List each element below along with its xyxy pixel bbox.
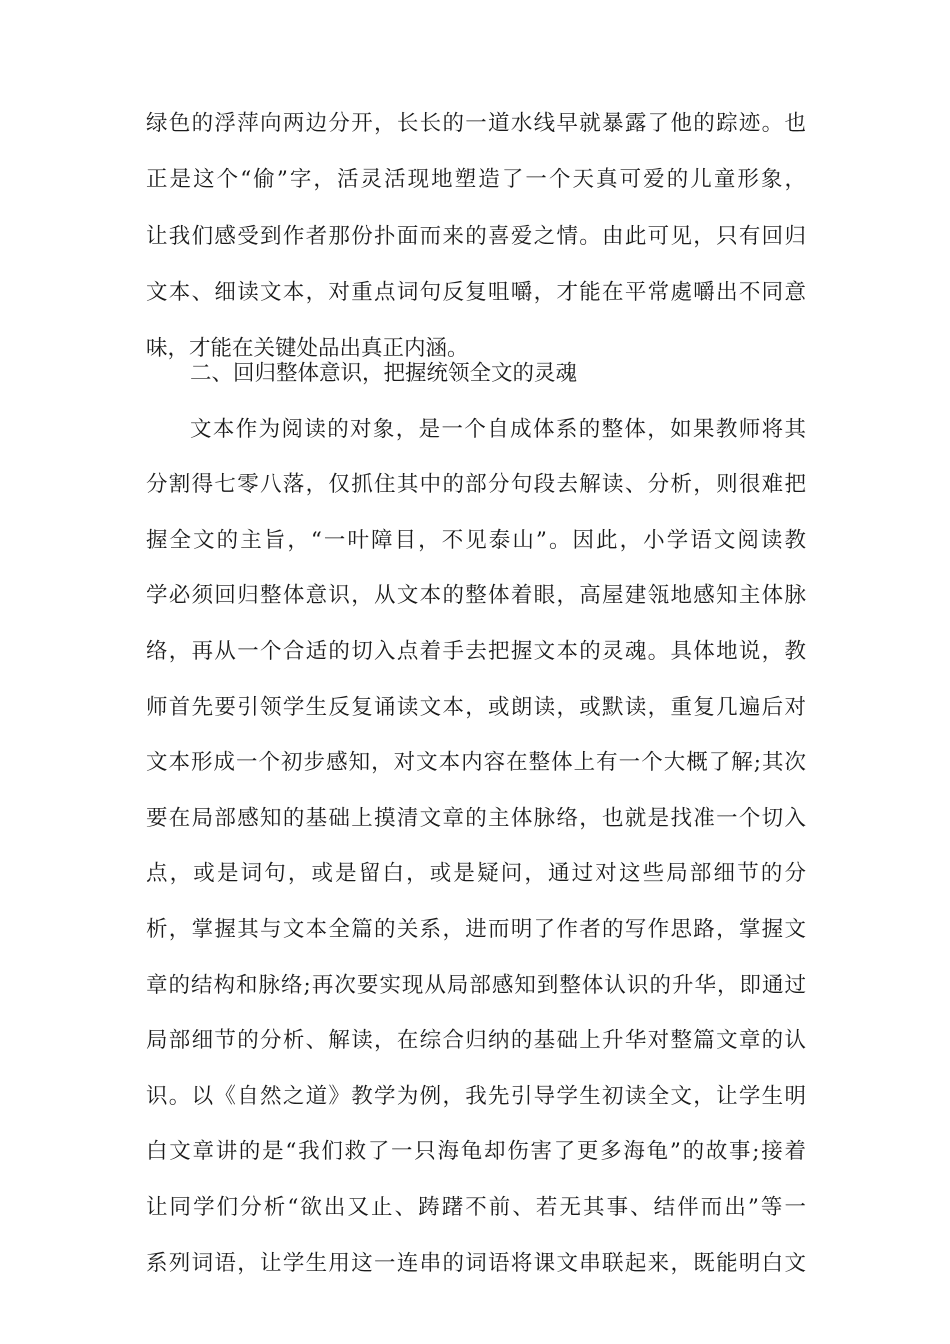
text-line: 局部细节的分析、解读，在综合归纳的基础上升华对整篇文章的认 [146, 1028, 806, 1054]
text-line: 让我们感受到作者那份扑面而来的喜爱之情。由此可见，只有回归 [146, 224, 806, 249]
text-line: 析，掌握其与文本全篇的关系，进而明了作者的写作思路，掌握文 [146, 917, 806, 942]
text-line: 要在局部感知的基础上摸清文章的主体脉络，也就是找准一个切入 [146, 805, 806, 831]
text-line: 文本作为阅读的对象，是一个自成体系的整体，如果教师将其 [190, 416, 806, 442]
text-line: 分割得七零八落，仅抓住其中的部分句段去解读、分析，则很难把 [146, 472, 806, 498]
text-line: 味，才能在关键处品出真正内涵。 [146, 336, 469, 361]
text-line: 学必须回归整体意识，从文本的整体着眼，高屋建瓴地感知主体脉 [146, 583, 806, 609]
text-line: 章的结构和脉络;再次要实现从局部感知到整体认识的升华，即通过 [146, 972, 806, 998]
text-line: 握全文的主旨，“一叶障目，不见泰山”。因此，小学语文阅读教 [146, 527, 806, 553]
text-line: 文本形成一个初步感知，对文本内容在整体上有一个大概了解;其次 [146, 750, 806, 776]
text-line: 文本、细读文本，对重点词句反复咀嚼，才能在平常處嚼出不同意 [146, 280, 806, 305]
text-line: 让同学们分析“欲出又止、踌躇不前、若无其事、结伴而出”等一 [146, 1195, 806, 1220]
text-line: 白文章讲的是“我们救了一只海龟却伤害了更多海龟”的故事;接着 [146, 1139, 806, 1165]
text-line: 正是这个“偷”字，活灵活现地塑造了一个天真可爱的儿童形象， [146, 167, 806, 192]
section-heading: 二、回归整体意识，把握统领全文的灵魂 [190, 361, 578, 386]
text-line: 识。以《自然之道》教学为例，我先引导学生初读全文，让学生明 [146, 1083, 806, 1109]
text-line: 绿色的浮萍向两边分开，长长的一道水线早就暴露了他的踪迹。也 [146, 111, 806, 136]
text-line: 师首先要引领学生反复诵读文本，或朗读，或默读，重复几遍后对 [146, 694, 806, 720]
text-line: 系列词语，让学生用这一连串的词语将课文串联起来，既能明白文 [146, 1250, 806, 1276]
text-line: 点，或是词句，或是留白，或是疑问，通过对这些局部细节的分 [146, 861, 806, 887]
text-line: 络，再从一个合适的切入点着手去把握文本的灵魂。具体地说，教 [146, 639, 806, 664]
